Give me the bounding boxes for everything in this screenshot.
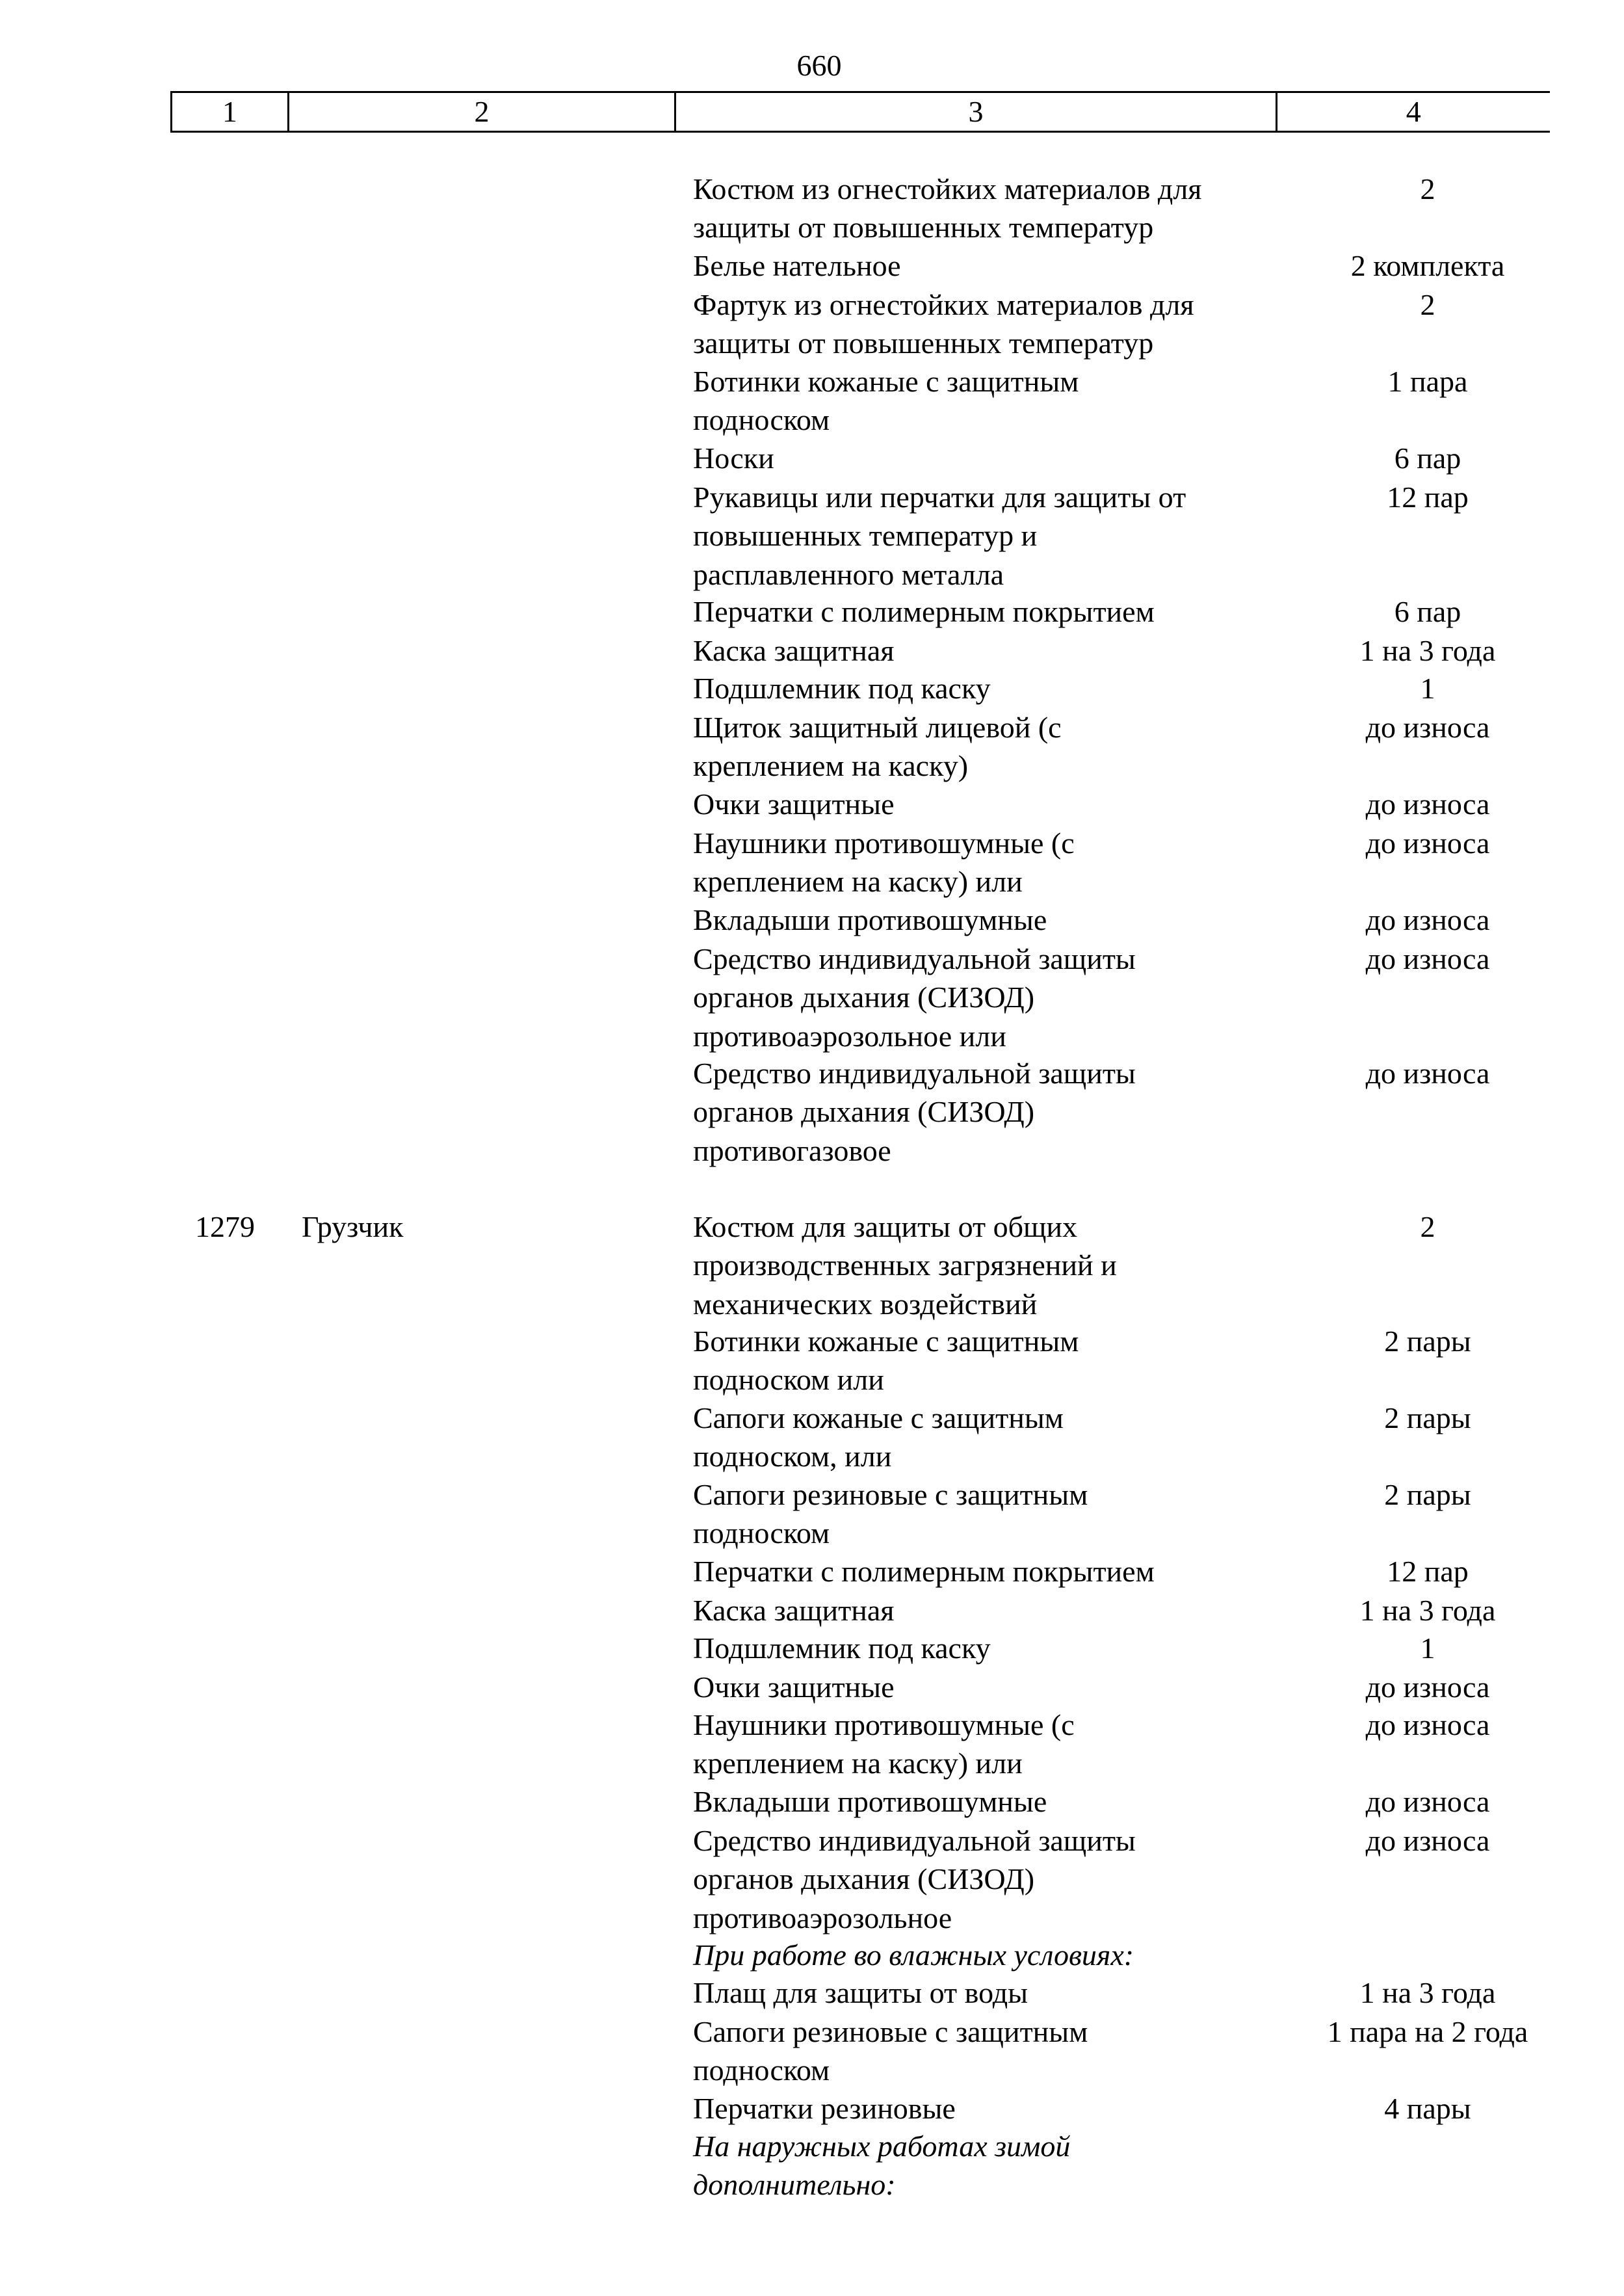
equipment-name-line: органов дыхания (СИЗОД) bbox=[693, 1862, 1035, 1896]
issue-norm: до износа bbox=[1365, 903, 1490, 936]
equipment-name-line: Фартук из огнестойких материалов для bbox=[693, 288, 1194, 321]
issue-norm: до износа bbox=[1365, 711, 1490, 744]
equipment-name-line: Носки bbox=[693, 442, 774, 475]
condition-heading: дополнительно: bbox=[693, 2168, 896, 2202]
issue-norm: до износа bbox=[1365, 1057, 1490, 1090]
equipment-name-line: противоаэрозольное bbox=[693, 1901, 952, 1934]
issue-norm: до износа bbox=[1365, 826, 1490, 860]
issue-norm: до износа bbox=[1365, 1708, 1490, 1741]
column-header-4: 4 bbox=[1277, 92, 1550, 132]
equipment-name-line: подноском, или bbox=[693, 1440, 892, 1473]
equipment-name-line: Каска защитная bbox=[693, 634, 895, 667]
equipment-name-line: противоаэрозольное или bbox=[693, 1019, 1006, 1053]
issue-norm: 2 комплекта bbox=[1350, 249, 1505, 282]
equipment-name-line: органов дыхания (СИЗОД) bbox=[693, 1095, 1035, 1129]
equipment-name-line: Средство индивидуальной защиты bbox=[693, 1824, 1136, 1857]
equipment-name-line: Ботинки кожаные с защитным bbox=[693, 1325, 1079, 1358]
equipment-name-line: подноском bbox=[693, 403, 830, 437]
column-header-3: 3 bbox=[675, 92, 1277, 132]
equipment-name-line: подноском или bbox=[693, 1363, 884, 1397]
equipment-name-line: Перчатки с полимерным покрытием bbox=[693, 595, 1155, 628]
issue-norm: 6 пар bbox=[1394, 595, 1461, 628]
equipment-name-line: Сапоги резиновые с защитным bbox=[693, 2015, 1088, 2048]
equipment-name-line: защиты от повышенных температур bbox=[693, 326, 1154, 360]
page-number: 660 bbox=[796, 49, 842, 82]
issue-norm: 1 на 3 года bbox=[1359, 634, 1496, 667]
issue-norm: 6 пар bbox=[1394, 442, 1461, 475]
equipment-name-line: Вкладыши противошумные bbox=[693, 903, 1047, 936]
issue-norm: 1 пара на 2 года bbox=[1327, 2015, 1528, 2048]
equipment-name-line: креплением на каску) или bbox=[693, 1747, 1023, 1780]
issue-norm: 4 пары bbox=[1384, 2092, 1471, 2125]
equipment-name-line: креплением на каску) или bbox=[693, 865, 1023, 899]
equipment-name-line: органов дыхания (СИЗОД) bbox=[693, 981, 1035, 1014]
column-header-1: 1 bbox=[172, 92, 289, 132]
issue-norm: 1 на 3 года bbox=[1359, 1976, 1496, 2009]
issue-norm: 1 пара bbox=[1387, 365, 1468, 398]
equipment-name-line: Наушники противошумные (с bbox=[693, 1708, 1075, 1741]
equipment-name-line: Белье нательное bbox=[693, 249, 901, 282]
issue-norm: до износа bbox=[1365, 1785, 1490, 1818]
issue-norm: 2 пары bbox=[1384, 1478, 1471, 1511]
issue-norm: 2 пары bbox=[1384, 1401, 1471, 1434]
equipment-name-line: Средство индивидуальной защиты bbox=[693, 942, 1136, 975]
equipment-name-line: Очки защитные bbox=[693, 787, 895, 821]
column-header-row bbox=[172, 92, 1550, 132]
equipment-name-line: Костюм для защиты от общих bbox=[693, 1210, 1078, 1243]
equipment-name-line: подноском bbox=[693, 2053, 830, 2087]
profession-name: Грузчик bbox=[302, 1210, 404, 1243]
equipment-name-line: Подшлемник под каску bbox=[693, 672, 991, 705]
row-number: 1279 bbox=[195, 1210, 255, 1243]
column-header-2: 2 bbox=[289, 92, 675, 132]
equipment-name-line: Подшлемник под каску bbox=[693, 1631, 991, 1665]
equipment-name-line: Сапоги резиновые с защитным bbox=[693, 1478, 1088, 1511]
equipment-name-line: механических воздействий bbox=[693, 1287, 1038, 1321]
equipment-name-line: производственных загрязнений и bbox=[693, 1248, 1117, 1282]
condition-heading: На наружных работах зимой bbox=[693, 2130, 1071, 2163]
equipment-name-line: повышенных температур и bbox=[693, 519, 1038, 553]
equipment-name-line: Рукавицы или перчатки для защиты от bbox=[693, 481, 1186, 514]
equipment-name-line: Ботинки кожаные с защитным bbox=[693, 365, 1079, 398]
issue-norm: 1 bbox=[1420, 1631, 1435, 1665]
equipment-name-line: Перчатки с полимерным покрытием bbox=[693, 1555, 1155, 1588]
issue-norm: 2 bbox=[1420, 1210, 1435, 1243]
condition-heading: При работе во влажных условиях: bbox=[693, 1938, 1134, 1972]
equipment-name-line: Вкладыши противошумные bbox=[693, 1785, 1047, 1818]
equipment-name-line: расплавленного металла bbox=[693, 557, 1004, 591]
equipment-name-line: Костюм из огнестойких материалов для bbox=[693, 172, 1202, 205]
issue-norm: 1 на 3 года bbox=[1359, 1594, 1496, 1627]
equipment-name-line: подноском bbox=[693, 1516, 830, 1550]
equipment-name-line: защиты от повышенных температур bbox=[693, 211, 1154, 244]
column-header-table bbox=[170, 91, 1550, 133]
issue-norm: 2 пары bbox=[1384, 1325, 1471, 1358]
equipment-name-line: Наушники противошумные (с bbox=[693, 826, 1075, 860]
equipment-name-line: Сапоги кожаные с защитным bbox=[693, 1401, 1064, 1434]
issue-norm: до износа bbox=[1365, 942, 1490, 975]
issue-norm: 1 bbox=[1420, 672, 1435, 705]
equipment-name-line: Перчатки резиновые bbox=[693, 2092, 956, 2125]
equipment-name-line: Щиток защитный лицевой (с bbox=[693, 711, 1062, 744]
issue-norm: 2 bbox=[1420, 288, 1435, 321]
issue-norm: до износа bbox=[1365, 1670, 1490, 1704]
issue-norm: 12 пар bbox=[1387, 481, 1469, 514]
issue-norm: до износа bbox=[1365, 1824, 1490, 1857]
equipment-name-line: Очки защитные bbox=[693, 1670, 895, 1704]
equipment-name-line: Средство индивидуальной защиты bbox=[693, 1057, 1136, 1090]
equipment-name-line: креплением на каску) bbox=[693, 749, 969, 783]
issue-norm: 12 пар bbox=[1387, 1555, 1469, 1588]
equipment-name-line: противогазовое bbox=[693, 1133, 891, 1167]
equipment-name-line: Каска защитная bbox=[693, 1594, 895, 1627]
issue-norm: 2 bbox=[1420, 172, 1435, 205]
equipment-name-line: Плащ для защиты от воды bbox=[693, 1976, 1028, 2009]
issue-norm: до износа bbox=[1365, 787, 1490, 821]
